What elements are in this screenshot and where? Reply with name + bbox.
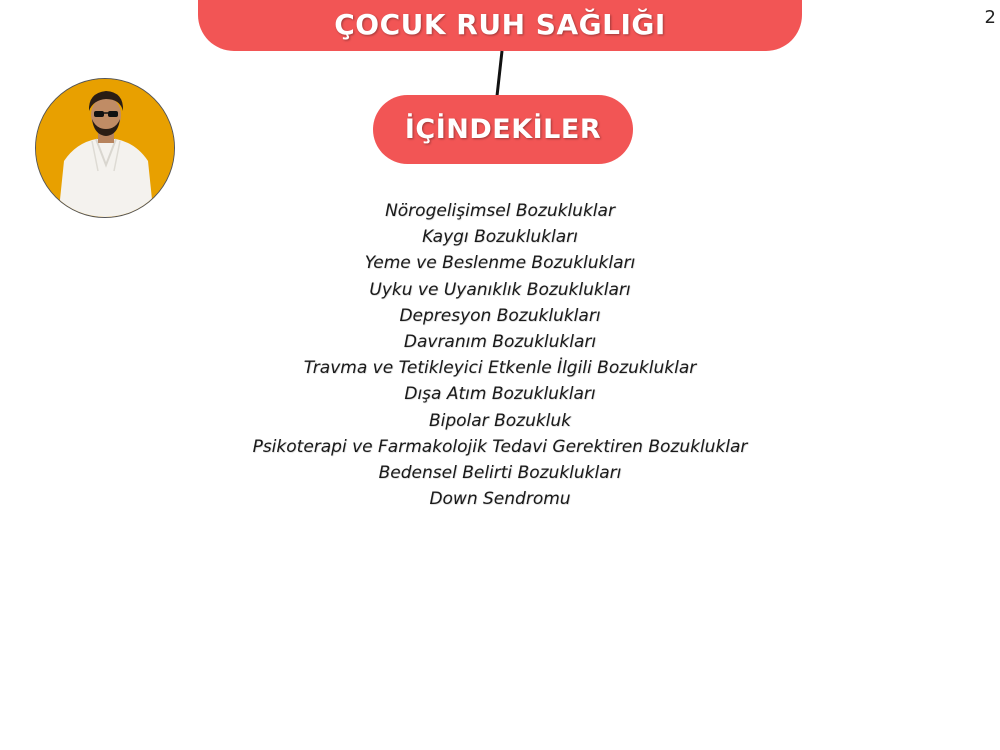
toc-item: Uyku ve Uyanıklık Bozuklukları bbox=[369, 279, 631, 300]
page-title: ÇOCUK RUH SAĞLIĞI bbox=[334, 8, 666, 41]
toc-item: Depresyon Bozuklukları bbox=[399, 305, 601, 326]
toc-title: İÇİNDEKİLER bbox=[404, 114, 602, 145]
toc-item: Psikoterapi ve Farmakolojik Tedavi Gerektiren Bozukluklar bbox=[252, 436, 748, 457]
toc-item: Dışa Atım Bozuklukları bbox=[404, 384, 596, 405]
toc-item: Down Sendromu bbox=[429, 489, 571, 510]
page-number: 2 bbox=[984, 7, 996, 28]
toc-header-pill bbox=[373, 95, 633, 164]
toc-item: Kaygı Bozuklukları bbox=[422, 227, 578, 248]
title-banner bbox=[198, 0, 802, 51]
toc-list bbox=[150, 198, 850, 512]
toc-item: Nörogelişimsel Bozukluklar bbox=[385, 201, 615, 221]
toc-item: Bipolar Bozukluk bbox=[428, 410, 572, 431]
toc-item: Travma ve Tetikleyici Etkenle İlgili Bozukluklar bbox=[303, 358, 697, 379]
avatar bbox=[35, 78, 175, 218]
toc-item: Yeme ve Beslenme Bozuklukları bbox=[364, 253, 636, 274]
toc-item: Bedensel Belirti Bozuklukları bbox=[378, 463, 622, 484]
toc-item: Davranım Bozuklukları bbox=[403, 332, 597, 353]
